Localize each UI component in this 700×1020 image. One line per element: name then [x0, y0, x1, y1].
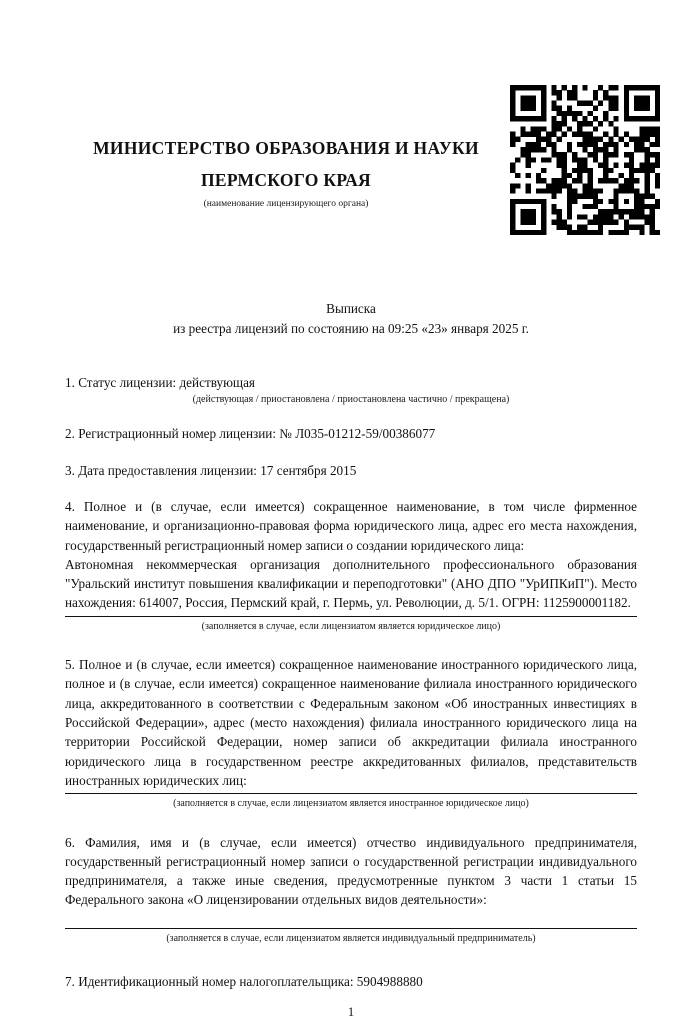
item-7-text: 7. Идентификационный номер налогоплательщика: 5904988880 [65, 974, 423, 990]
item-6-individual-entrepreneur [65, 833, 637, 947]
item-4-value: Автономная некоммерческая организация дополнительного профессионального образования "Уральский институт повышения квалификации и переподготовки" (АНО ДПО "УрИПКиП"). Место нахождения: 614007, Россия, Пермский край, г. Пермь, ул. Революции, д. 5/1. ОГРН: 1125900001182. [65, 556, 637, 611]
item-2-text: 2. Регистрационный номер лицензии: № Л035-01212-59/00386077 [65, 426, 436, 442]
item-4-legal-entity [65, 497, 637, 634]
ministry-name-line1: МИНИСТЕРСТВО ОБРАЗОВАНИЯ И НАУКИ [93, 138, 479, 158]
item-1-note: (действующая / приостановлена / приостановлена частично / прекращена) [192, 393, 510, 405]
item-3-text: 3. Дата предоставления лицензии: 17 сентября 2015 [65, 462, 357, 478]
item-1-license-status [65, 373, 637, 408]
item-5-foreign-entity [65, 655, 637, 811]
item-1-text: 1. Статус лицензии: действующая [65, 374, 256, 390]
item-5-text: 5. Полное и (в случае, если имеется) сокращенное наименование иностранного юридического лица, полное и (в случае, если имеется) сокращенное наименование филиала иностранного юридического лица, аккредитованного в соответствии с Федеральным законом «Об иностранных инвестициях в Российской Федерации», адрес (место нахождения) филиала иностранного юридического лица на территории Российской Федерации, номер записи об аккредитации филиала иностранного юридического лица в государственном реестре аккредитованных филиалов, представительств иностранных юридических лиц: [65, 657, 637, 788]
item-5-note: (заполняется в случае, если лицензиатом является иностранное юридическое лицо) [173, 798, 529, 810]
answer-underline [65, 616, 637, 617]
extract-items [65, 373, 637, 992]
item-3-license-date [65, 461, 637, 480]
item-4-text: 4. Полное и (в случае, если имеется) сокращенное наименование, в том числе фирменное наименование, и организационно-правовая форма юридического лица, адрес его места нахождения, государственный регистрационный номер записи о создании юридического лица: [65, 498, 637, 553]
answer-underline [65, 793, 637, 794]
item-6-note: (заполняется в случае, если лицензиатом является индивидуальный предприниматель) [166, 932, 536, 944]
document-header [65, 85, 637, 235]
item-4-note: (заполняется в случае, если лицензиатом является юридическое лицо) [201, 620, 501, 632]
document-title-line2: из реестра лицензий по состоянию на 09:25 «23» января 2025 г. [173, 320, 529, 336]
qr-code-icon [510, 85, 660, 235]
ministry-name-line2: ПЕРМСКОГО КРАЯ [201, 169, 371, 190]
answer-underline [65, 928, 637, 929]
licensing-authority-caption: (наименование лицензирующего органа) [203, 198, 369, 209]
item-6-text: 6. Фамилия, имя и (в случае, если имеется) отчество индивидуального предпринимателя, государственный регистрационный номер записи о государственной регистрации индивидуального предпринимателя, а также иные сведения, предусмотренные пунктом 3 части 1 статьи 15 Федерального закона «О лицензировании отдельных видов деятельности»: [65, 834, 637, 908]
document-title-line1: Выписка [326, 301, 376, 316]
item-7-taxpayer-number [65, 972, 637, 991]
item-2-registration-number [65, 424, 637, 443]
page-number: 1 [347, 1004, 355, 1019]
licensing-authority [65, 85, 507, 209]
document-title [65, 299, 637, 339]
